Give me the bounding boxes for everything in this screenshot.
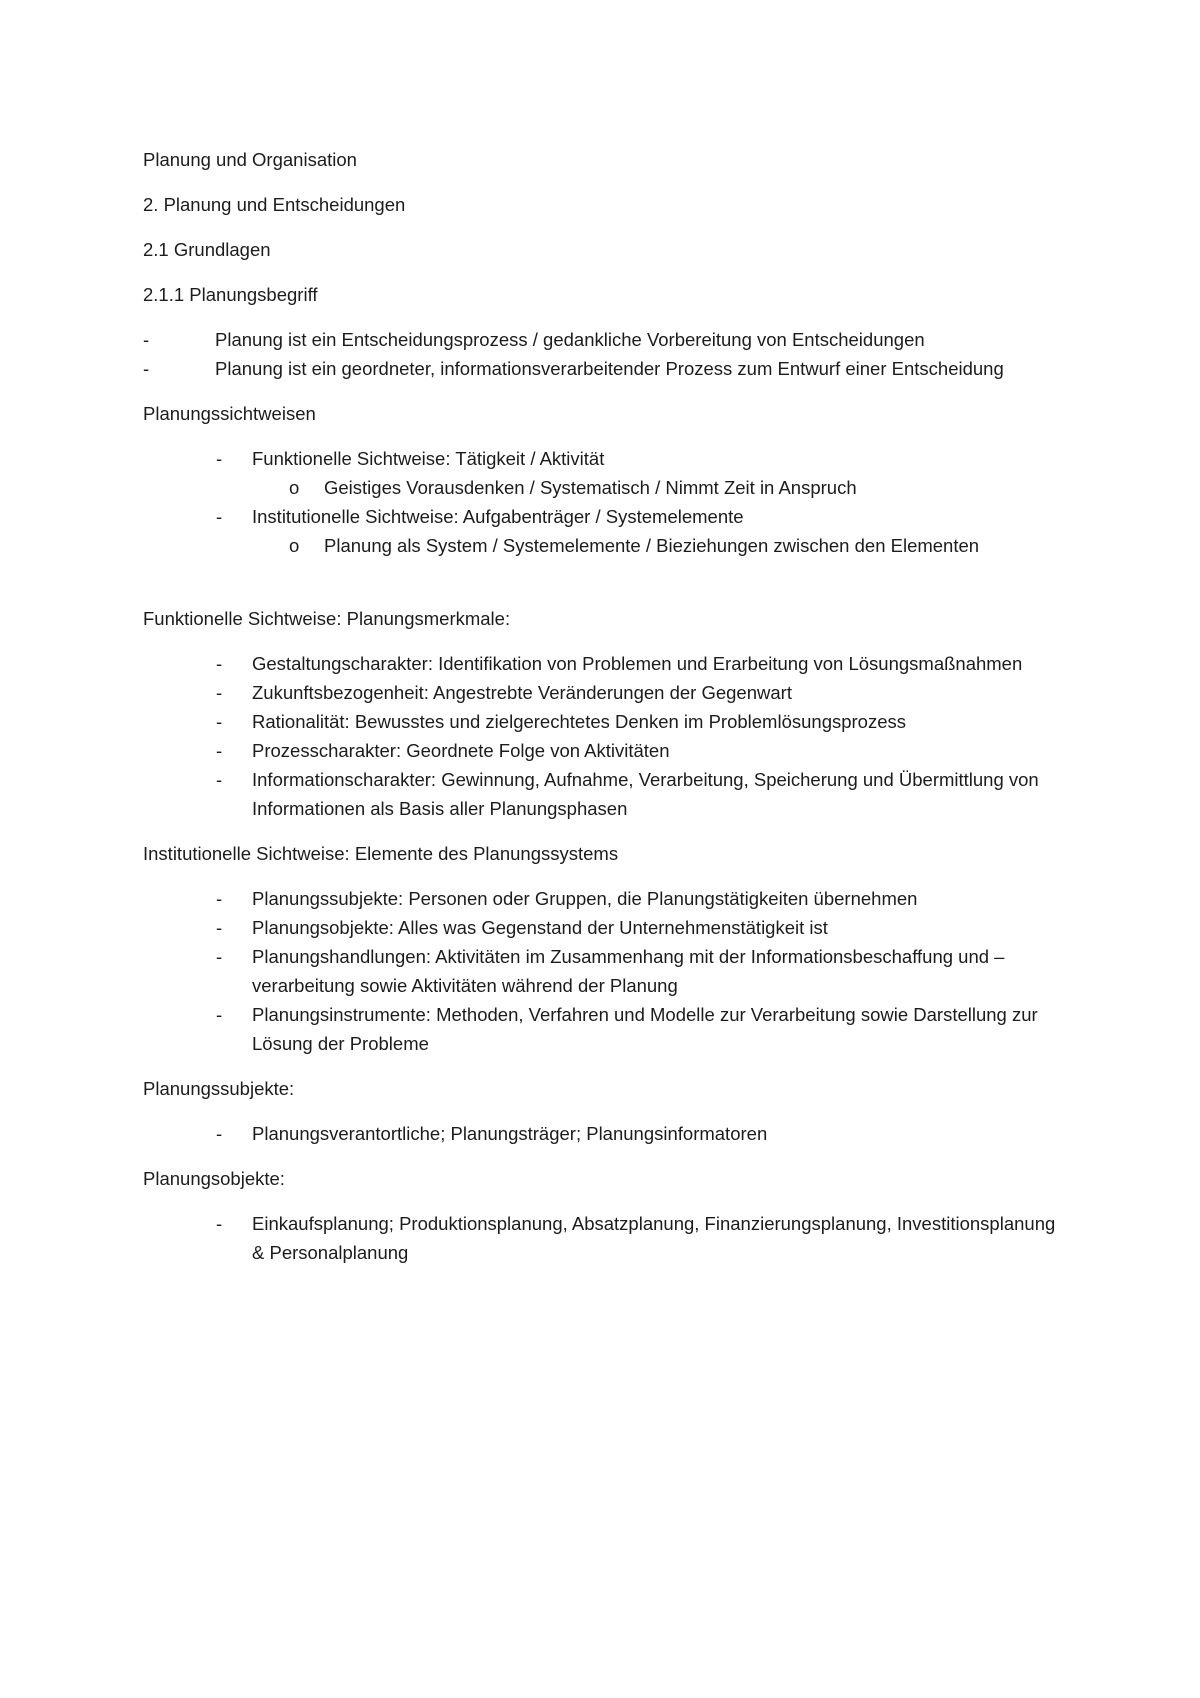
merkmale-heading: Funktionelle Sichtweise: Planungsmerkmale: bbox=[143, 608, 511, 629]
sublist-item bbox=[143, 531, 1063, 560]
dash-marker: - bbox=[216, 769, 223, 790]
sichtweisen-list bbox=[143, 502, 1063, 531]
subjekte-heading: Planungssubjekte: bbox=[143, 1078, 295, 1099]
document-title: Planung und Organisation bbox=[143, 149, 357, 170]
definition-item bbox=[143, 354, 1063, 383]
definition-item bbox=[143, 325, 1063, 354]
dash-marker: - bbox=[216, 888, 223, 909]
dash-marker: - bbox=[216, 740, 223, 761]
list-item-text: Einkaufsplanung; Produktionsplanung, Absatzplanung, Finanzierungsplanung, Investitionsplanung & Personalplanung bbox=[252, 1213, 1056, 1263]
definition-text: Planung ist ein Entscheidungsprozess / gedankliche Vorbereitung von Entscheidungen bbox=[215, 329, 925, 350]
dash-marker: - bbox=[143, 329, 150, 350]
list-item-text: Informationscharakter: Gewinnung, Aufnahme, Verarbeitung, Speicherung und Übermittlung von Informationen als Basis aller Planungsphasen bbox=[252, 769, 1039, 819]
sichtweisen-list bbox=[143, 444, 1063, 473]
spacer bbox=[143, 560, 1063, 604]
subsection-heading: 2.1.1 Planungsbegriff bbox=[143, 284, 318, 305]
dash-marker: - bbox=[216, 1213, 223, 1234]
list-item bbox=[143, 736, 1063, 765]
list-item-text: Planungsinstrumente: Methoden, Verfahren und Modelle zur Verarbeitung sowie Darstellung zur Lösung der Probleme bbox=[252, 1004, 1038, 1054]
objekte-list bbox=[143, 1209, 1063, 1267]
subjekte-list bbox=[143, 1119, 1063, 1148]
list-item-text: Gestaltungscharakter: Identifikation von Problemen und Erarbeitung von Lösungsmaßnahmen bbox=[252, 653, 1023, 674]
dash-marker: - bbox=[216, 946, 223, 967]
list-item-text: Planungssubjekte: Personen oder Gruppen, die Planungstätigkeiten übernehmen bbox=[252, 888, 918, 909]
merkmale-list bbox=[143, 649, 1063, 823]
list-item bbox=[143, 913, 1063, 942]
list-item-text: Institutionelle Sichtweise: Aufgabenträger / Systemelemente bbox=[252, 506, 744, 527]
list-item bbox=[143, 884, 1063, 913]
list-item bbox=[143, 942, 1063, 1000]
dash-marker: - bbox=[143, 358, 150, 379]
sichtweisen-sublist bbox=[143, 531, 1063, 560]
document-page bbox=[143, 145, 1063, 1283]
sublist-item-text: Planung als System / Systemelemente / Bieziehungen zwischen den Elementen bbox=[324, 535, 980, 556]
list-item-text: Planungsverantortliche; Planungsträger; Planungsinformatoren bbox=[252, 1123, 768, 1144]
dash-marker: - bbox=[216, 917, 223, 938]
list-item-text: Planungshandlungen: Aktivitäten im Zusammenhang mit der Informationsbeschaffung und –verarbeitung sowie Aktivitäten während der Planung bbox=[252, 946, 1005, 996]
dash-marker: - bbox=[216, 682, 223, 703]
definition-text: Planung ist ein geordneter, informationsverarbeitender Prozess zum Entwurf einer Entscheidung bbox=[215, 358, 1004, 379]
dash-marker: - bbox=[216, 506, 223, 527]
circle-marker: o bbox=[289, 477, 300, 498]
dash-marker: - bbox=[216, 653, 223, 674]
objekte-heading: Planungsobjekte: bbox=[143, 1168, 285, 1189]
elemente-heading: Institutionelle Sichtweise: Elemente des Planungssystems bbox=[143, 843, 619, 864]
list-item bbox=[143, 502, 1063, 531]
list-item bbox=[143, 1209, 1063, 1267]
list-item bbox=[143, 1119, 1063, 1148]
definition-list bbox=[143, 325, 1063, 383]
list-item-text: Prozesscharakter: Geordnete Folge von Aktivitäten bbox=[252, 740, 670, 761]
sublist-item-text: Geistiges Vorausdenken / Systematisch / Nimmt Zeit in Anspruch bbox=[324, 477, 857, 498]
list-item-text: Planungsobjekte: Alles was Gegenstand der Unternehmenstätigkeit ist bbox=[252, 917, 828, 938]
list-item bbox=[143, 707, 1063, 736]
list-item bbox=[143, 649, 1063, 678]
list-item-text: Rationalität: Bewusstes und zielgerechtetes Denken im Problemlösungsprozess bbox=[252, 711, 907, 732]
sublist-item bbox=[143, 473, 1063, 502]
sichtweisen-heading: Planungssichtweisen bbox=[143, 403, 316, 424]
section-heading: 2.1 Grundlagen bbox=[143, 239, 271, 260]
list-item bbox=[143, 765, 1063, 823]
dash-marker: - bbox=[216, 448, 223, 469]
dash-marker: - bbox=[216, 1004, 223, 1025]
elemente-list bbox=[143, 884, 1063, 1058]
list-item bbox=[143, 1000, 1063, 1058]
list-item-text: Funktionelle Sichtweise: Tätigkeit / Aktivität bbox=[252, 448, 605, 469]
list-item bbox=[143, 678, 1063, 707]
list-item bbox=[143, 444, 1063, 473]
list-item-text: Zukunftsbezogenheit: Angestrebte Veränderungen der Gegenwart bbox=[252, 682, 792, 703]
chapter-heading: 2. Planung und Entscheidungen bbox=[143, 194, 406, 215]
dash-marker: - bbox=[216, 1123, 223, 1144]
dash-marker: - bbox=[216, 711, 223, 732]
sichtweisen-sublist bbox=[143, 473, 1063, 502]
circle-marker: o bbox=[289, 535, 300, 556]
